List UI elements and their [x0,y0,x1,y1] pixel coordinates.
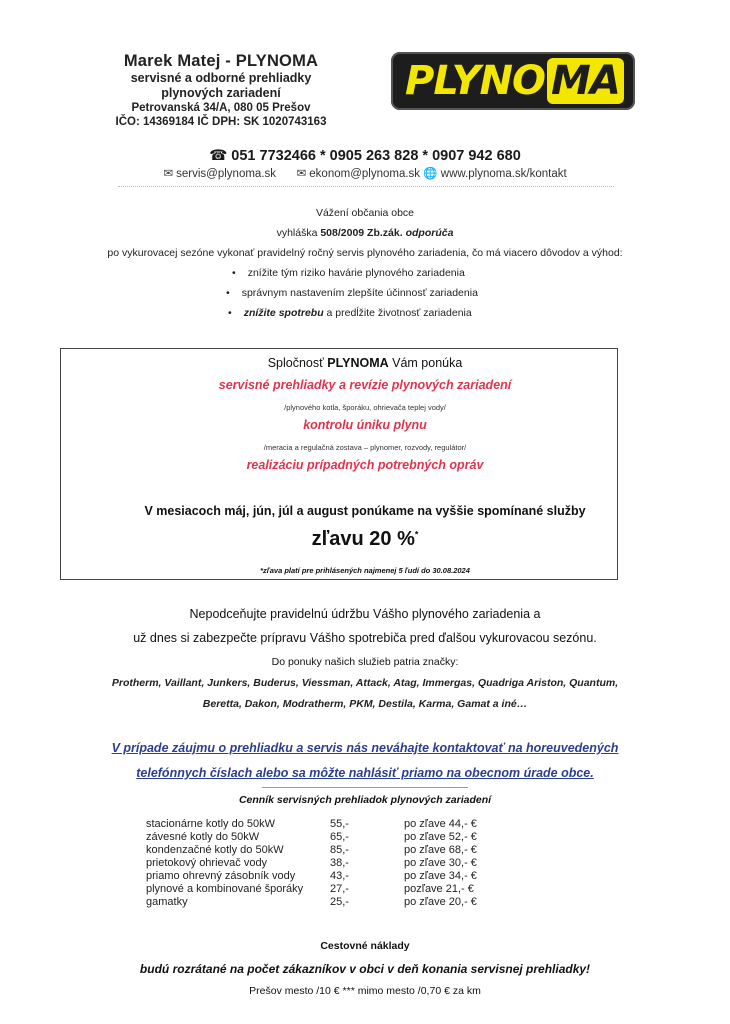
divider [262,787,468,788]
price-value: 38,- [330,857,349,869]
price-value: 43,- [330,870,349,882]
price-list-title: Cenník servisných prehliadok plynových zariadení [238,794,492,806]
company-name: Marek Matej - PLYNOMA [123,52,319,70]
bullet-bold: znížite spotrebu [243,307,324,319]
bullet-item [228,307,472,319]
price-value: 55,- [330,818,349,830]
offer-service-2: kontrolu úniku plynu [303,418,427,432]
table-row [146,896,477,909]
divider [118,186,614,187]
law-line [0,227,730,239]
price-item: kondenzačné kotly do 50kW [146,844,284,856]
price-discount: pozľave 21,- € [404,883,474,895]
body-line-1: Nepodceňujte pravidelnú údržbu Vášho plynového zariadenia a [189,607,541,621]
price-item: stacionárne kotly do 50kW [146,818,276,830]
mail-icon: ✉ [296,168,307,180]
price-value: 65,- [330,831,349,843]
price-discount: po zľave 30,- € [404,857,477,869]
bullet-text: a predĺžite životnosť zariadenia [323,307,472,319]
plynoma-logo [391,52,635,110]
bullet-item [232,267,465,279]
phone-numbers: ☎ 051 7732466 * 0905 263 828 * 0907 942 680 [209,148,521,164]
discount-value: zľavu 20 % [311,528,415,550]
travel-statement: budú rozrátané na počet zákazníkov v obci v deň konania servisnej prehliadky! [139,962,591,976]
table-row [146,883,477,896]
offer-footnote: *zľava platí pre prihlásených najmenej 5 ľudí do 30.08.2024 [260,566,470,575]
company-block [96,52,346,129]
law-number: 508/2009 Zb.zák. [320,227,403,239]
bullet-icon: • [226,287,230,299]
law-recommends: odporúča [402,227,454,239]
website-link[interactable]: www.plynoma.sk/kontakt [440,168,567,180]
greeting: Vážení občania obce [315,207,415,219]
service-line-2: plynových zariadení [161,86,281,100]
price-item: prietokový ohrievač vody [146,857,268,869]
table-row [146,870,477,883]
bullet-icon: • [228,307,232,319]
offer-service-3: realizáciu prípadných potrebných opráv [246,458,484,472]
price-value: 27,- [330,883,349,895]
brands-line-1: Protherm, Vaillant, Junkers, Buderus, Viessman, Attack, Atag, Immergas, Quadriga Ariston, Quantum, [111,677,619,689]
table-row [146,831,477,844]
bullet-item [226,287,478,299]
offer-prefix: Spločnosť [267,356,328,370]
price-discount: po zľave 34,- € [404,870,477,882]
logo-text-main: PLYNO [405,58,546,104]
contact-call-2: telefónnych číslach alebo sa môžte nahlásiť priamo na obecnom úrade obce. [136,766,594,780]
offer-service-2-note: /meracia a regulačná zostava – plynomer, rozvody, regulátor/ [263,443,467,452]
travel-title: Cestovné náklady [320,940,410,952]
bullet-text: správnym nastavením zlepšíte účinnosť zariadenia [241,287,478,299]
offer-months: V mesiacoch máj, jún, júl a august ponúkame na vyššie spomínané služby [144,504,586,518]
price-discount: po zľave 68,- € [404,844,477,856]
price-item: priamo ohrevný zásobník vody [146,870,296,882]
brands-line-2: Beretta, Dakon, Modratherm, PKM, Destila, Karma, Gamat a iné… [202,698,528,710]
price-item: plynové a kombinované šporáky [146,883,304,895]
brands-intro: Do ponuky našich služieb patria značky: [271,656,459,668]
price-discount: po zľave 44,- € [404,818,477,830]
bullet-icon: • [232,267,236,279]
price-value: 25,- [330,896,349,908]
law-prefix: vyhláška [276,227,321,239]
price-discount: po zľave 20,- € [404,896,477,908]
logo-text-box: MA [547,58,624,104]
company-address: Petrovanská 34/A, 080 05 Prešov [131,102,311,114]
offer-service-1-note: /plynového kotla, šporáku, ohrievača teplej vody/ [284,403,446,412]
mail-icon: ✉ [163,168,173,180]
email-servis[interactable]: servis@plynoma.sk [176,168,277,180]
offer-discount [0,528,730,551]
table-row [146,844,477,857]
email-ekonom[interactable]: ekonom@plynoma.sk [309,168,421,180]
price-value: 85,- [330,844,349,856]
contact-call-1: V prípade záujmu o prehliadku a servis nás neváhajte kontaktovať na horeuvedených [111,741,619,755]
price-table [146,818,477,909]
offer-company: PLYNOMA [327,356,389,370]
offer-service-1: servisné prehliadky a revízie plynových zariadení [218,378,512,392]
table-row [146,818,477,831]
price-item: závesné kotly do 50kW [146,831,260,843]
bullet-text: znížite tým riziko havárie plynového zariadenia [247,267,465,279]
company-ids: IČO: 14369184 IČ DPH: SK 1020743163 [115,116,327,128]
table-row [146,857,477,870]
offer-heading [0,356,730,370]
globe-icon: 🌐 [423,168,438,180]
price-discount: po zľave 52,- € [404,831,477,843]
service-line-1: servisné a odborné prehliadky [130,71,312,85]
discount-star: * [414,529,419,540]
body-line-2: už dnes si zabezpečte prípravu Vášho spotrebiča pred ďalšou vykurovacou sezónu. [133,631,597,645]
main-sentence: po vykurovacej sezóne vykonať pravidelný ročný servis plynového zariadenia, čo má viacero dôvodov a výhod: [107,247,623,259]
travel-rates: Prešov mesto /10 € *** mimo mesto /0,70 € za km [249,985,481,997]
contact-line [0,166,730,180]
price-item: gamatky [146,896,188,908]
offer-suffix: Vám ponúka [388,356,463,370]
